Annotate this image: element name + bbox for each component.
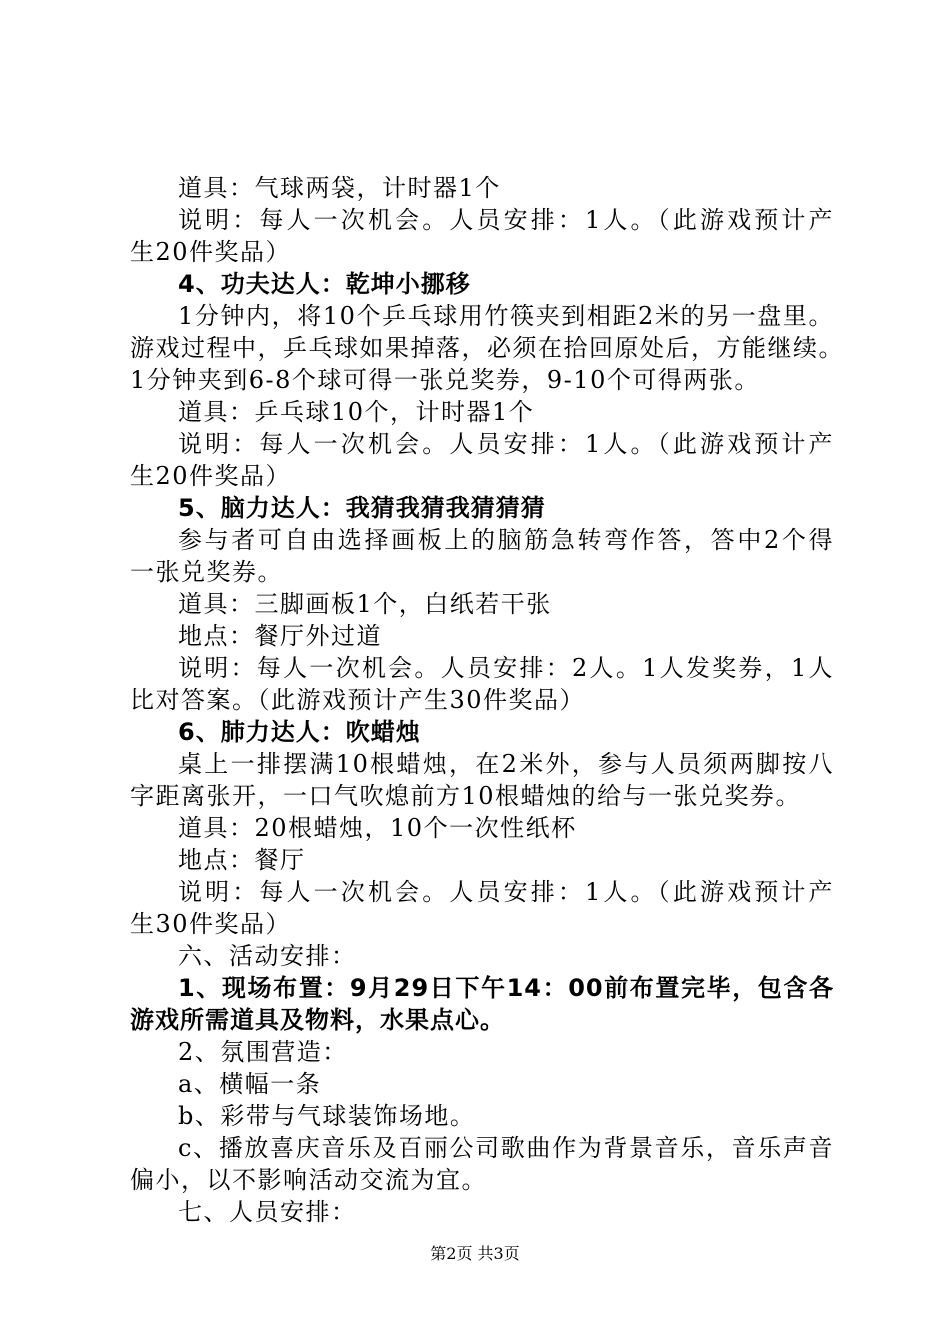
text-line: c、播放喜庆音乐及百丽公司歌曲作为背景音乐，音乐声音 [178, 1134, 834, 1162]
text-line: 比对答案。（此游戏预计产生30件奖品） [130, 686, 586, 714]
text-line: 说明：每人一次机会。人员安排：1人。（此游戏预计产 [178, 206, 834, 234]
section-heading: 5、脑力达人：我猜我猜我猜猜猜 [178, 494, 546, 522]
text-line: 参与者可自由选择画板上的脑筋急转弯作答，答中2个得 [178, 526, 834, 554]
page-footer: 第2页 共3页 [430, 1244, 520, 1263]
text-line: 生30件奖品） [130, 910, 292, 938]
text-line: 六、活动安排： [178, 942, 357, 970]
text-line: 偏小，以不影响活动交流为宜。 [130, 1166, 487, 1194]
text-line: 说明：每人一次机会。人员安排：2人。1人发奖券，1人 [178, 654, 834, 682]
text-line: 地点：餐厅外过道 [178, 622, 382, 650]
text-line: 2、氛围营造： [178, 1038, 348, 1066]
text-line: 桌上一排摆满10根蜡烛，在2米外，参与人员须两脚按八 [178, 750, 834, 778]
text-line: b、彩带与气球装饰场地。 [178, 1102, 476, 1130]
section-heading: 1、现场布置：9月29日下午14：00前布置完毕，包含各 [178, 974, 834, 1002]
text-line: 道具：乒乓球10个，计时器1个 [178, 398, 535, 426]
text-line: 七、人员安排： [178, 1198, 357, 1226]
section-heading: 6、肺力达人：吹蜡烛 [178, 718, 421, 746]
text-line: 1分钟夹到6-8个球可得一张兑奖券，9-10个可得两张。 [130, 366, 760, 394]
text-line: 道具：气球两袋，计时器1个 [178, 174, 501, 202]
text-line: 生20件奖品） [130, 462, 292, 490]
text-line: 地点：餐厅 [178, 846, 306, 874]
text-line: 道具：三脚画板1个，白纸若干张 [178, 590, 552, 618]
text-line: 一张兑奖券。 [130, 558, 283, 586]
text-line: 1分钟内，将10个乒乓球用竹筷夹到相距2米的另一盘里。 [178, 302, 834, 330]
text-line: 道具：20根蜡烛，10个一次性纸杯 [178, 814, 577, 842]
text-line: 说明：每人一次机会。人员安排：1人。（此游戏预计产 [178, 430, 834, 458]
section-heading: 4、功夫达人：乾坤小挪移 [178, 270, 471, 298]
text-line: 生20件奖品） [130, 238, 292, 266]
text-line: 说明：每人一次机会。人员安排：1人。（此游戏预计产 [178, 878, 834, 906]
text-line: a、横幅一条 [178, 1070, 322, 1098]
section-heading: 游戏所需道具及物料，水果点心。 [130, 1006, 505, 1034]
text-line: 字距离张开，一口气吹熄前方10根蜡烛的给与一张兑奖券。 [130, 782, 802, 810]
text-line: 游戏过程中，乒乓球如果掉落，必须在拾回原处后，方能继续。 [130, 334, 844, 362]
document-body [130, 172, 844, 1228]
